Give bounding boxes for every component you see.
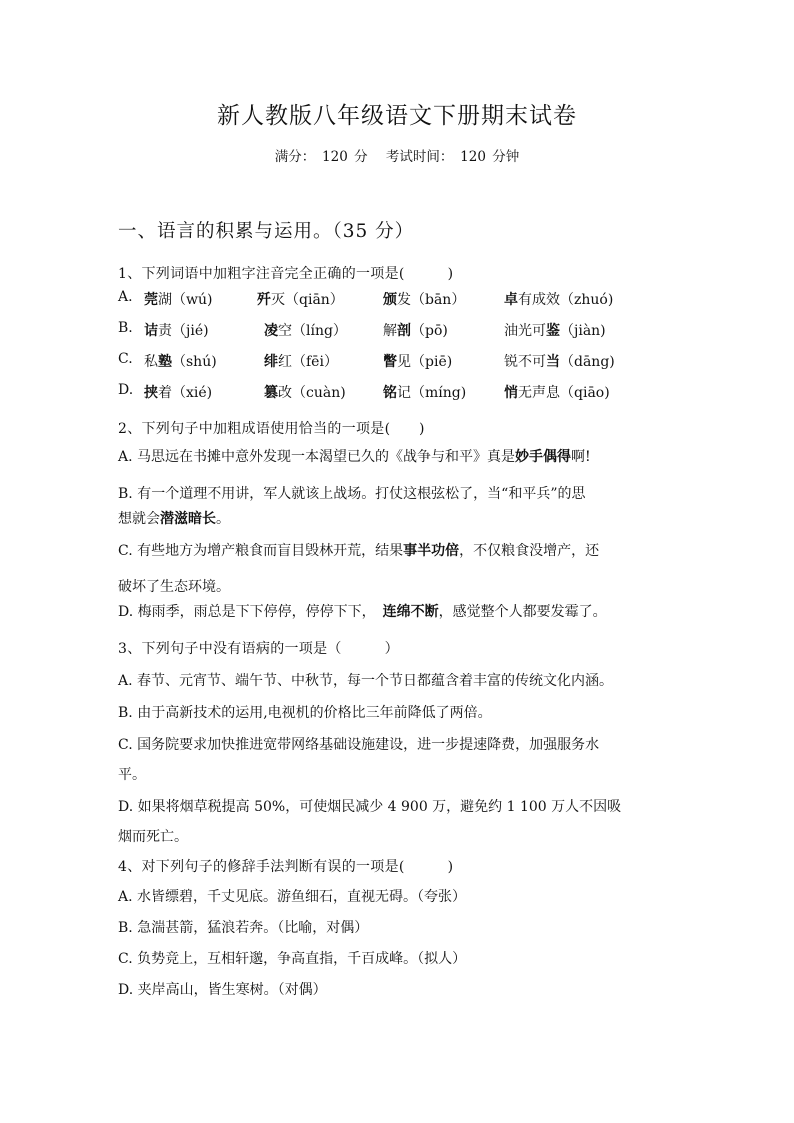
q1-option-b [118, 320, 606, 339]
word-item: 绯红（fēi） [264, 354, 338, 370]
word-item: 私塾（shú) [144, 354, 217, 370]
q4-option-d: D. 夹岸高山，皆生寒树。（对偶） [118, 982, 327, 998]
option-label: B. [118, 320, 133, 336]
q4-option-b: B. 急湍甚箭，猛浪若奔。（比喻，对偶） [118, 920, 369, 936]
q2-option-d: D. 梅雨季，雨总是下下停停，停停下下， 连绵不断，感觉整个人都要发霉了。 [118, 604, 607, 620]
q4-stem: 4、对下列句子的修辞手法判断有误的一项是( ) [118, 859, 454, 875]
full-marks: 满分： 120 分 [274, 149, 368, 165]
q3-option-b: B. 由于高新技术的运用,电视机的价格比三年前降低了两倍。 [118, 705, 492, 721]
option-label: C. [118, 351, 133, 367]
q2-option-c-line1: C. 有些地方为增产粮食而盲目毁林开荒，结果事半功倍，不仅粮食没增产，还 [118, 543, 600, 559]
q2-option-c-line2: 破坏了生态环境。 [118, 579, 230, 595]
word-item: 诘责（jié) [144, 323, 209, 339]
option-label: A. [118, 289, 133, 305]
section-heading: 一、语言的积累与运用。（35 分） [118, 221, 415, 242]
q1-stem: 1、下列词语中加粗字注音完全正确的一项是( ) [118, 266, 454, 282]
word-item: 歼灭（qiān） [257, 292, 344, 308]
q1-option-a [118, 289, 614, 308]
option-label: D. [118, 382, 134, 398]
q3-stem: 3、下列句子中没有语病的一项是（ ） [118, 641, 399, 657]
q3-option-c-line2: 平。 [118, 767, 146, 783]
word-item: 篡改（cuàn) [264, 385, 346, 401]
q1-option-d [118, 382, 610, 401]
q3-option-d-line1: D. 如果将烟草税提高 50%，可使烟民减少 4 900 万，避免约 1 100 万人不因吸 [118, 799, 622, 815]
word-item: 悄无声息（qiāo) [504, 385, 610, 401]
word-item: 凌空（líng） [264, 323, 347, 339]
word-item: 油光可鉴（jiàn) [504, 323, 606, 339]
word-item: 颁发（bān） [383, 292, 466, 308]
word-item: 铭记（míng) [383, 385, 467, 401]
word-item: 锐不可当（dāng) [504, 354, 615, 370]
exam-meta [0, 145, 794, 165]
exam-title: 新人教版八年级语文下册期末试卷 [217, 103, 577, 129]
q2-option-b-line1: B. 有一个道理不用讲，军人就该上战场。打仗这根弦松了，当“和平兵”的思 [118, 486, 586, 502]
q4-option-c: C. 负势竞上，互相轩邈，争高直指，千百成峰。（拟人） [118, 951, 467, 967]
q2-option-a: A. 马思远在书摊中意外发现一本渴望已久的《战争与和平》真是妙手偶得啊! [118, 449, 591, 465]
q4-option-a: A. 水皆缥碧，千丈见底。游鱼细石，直视无碍。（夸张） [118, 889, 467, 905]
q3-option-c-line1: C. 国务院要求加快推进宽带网络基础设施建设，进一步提速降费，加强服务水 [118, 737, 600, 753]
word-item: 瞥见（piē) [383, 354, 453, 370]
word-item: 莞湖（wú) [144, 292, 213, 308]
q1-option-c [118, 351, 615, 370]
q3-option-a: A. 春节、元宵节、端午节、中秋节，每一个节日都蕴含着丰富的传统文化内涵。 [118, 673, 614, 689]
exam-time: 考试时间： 120 分钟 [385, 149, 520, 165]
word-item: 挟着（xié) [144, 385, 213, 401]
q2-option-b-line2: 想就会潜滋暗长。 [118, 511, 230, 527]
q2-stem: 2、下列句子中加粗成语使用恰当的一项是( ) [118, 421, 425, 437]
q3-option-d-line2: 烟而死亡。 [118, 829, 188, 845]
word-item: 卓有成效（zhuó) [504, 292, 614, 308]
word-item: 解剖（pō) [383, 323, 448, 339]
